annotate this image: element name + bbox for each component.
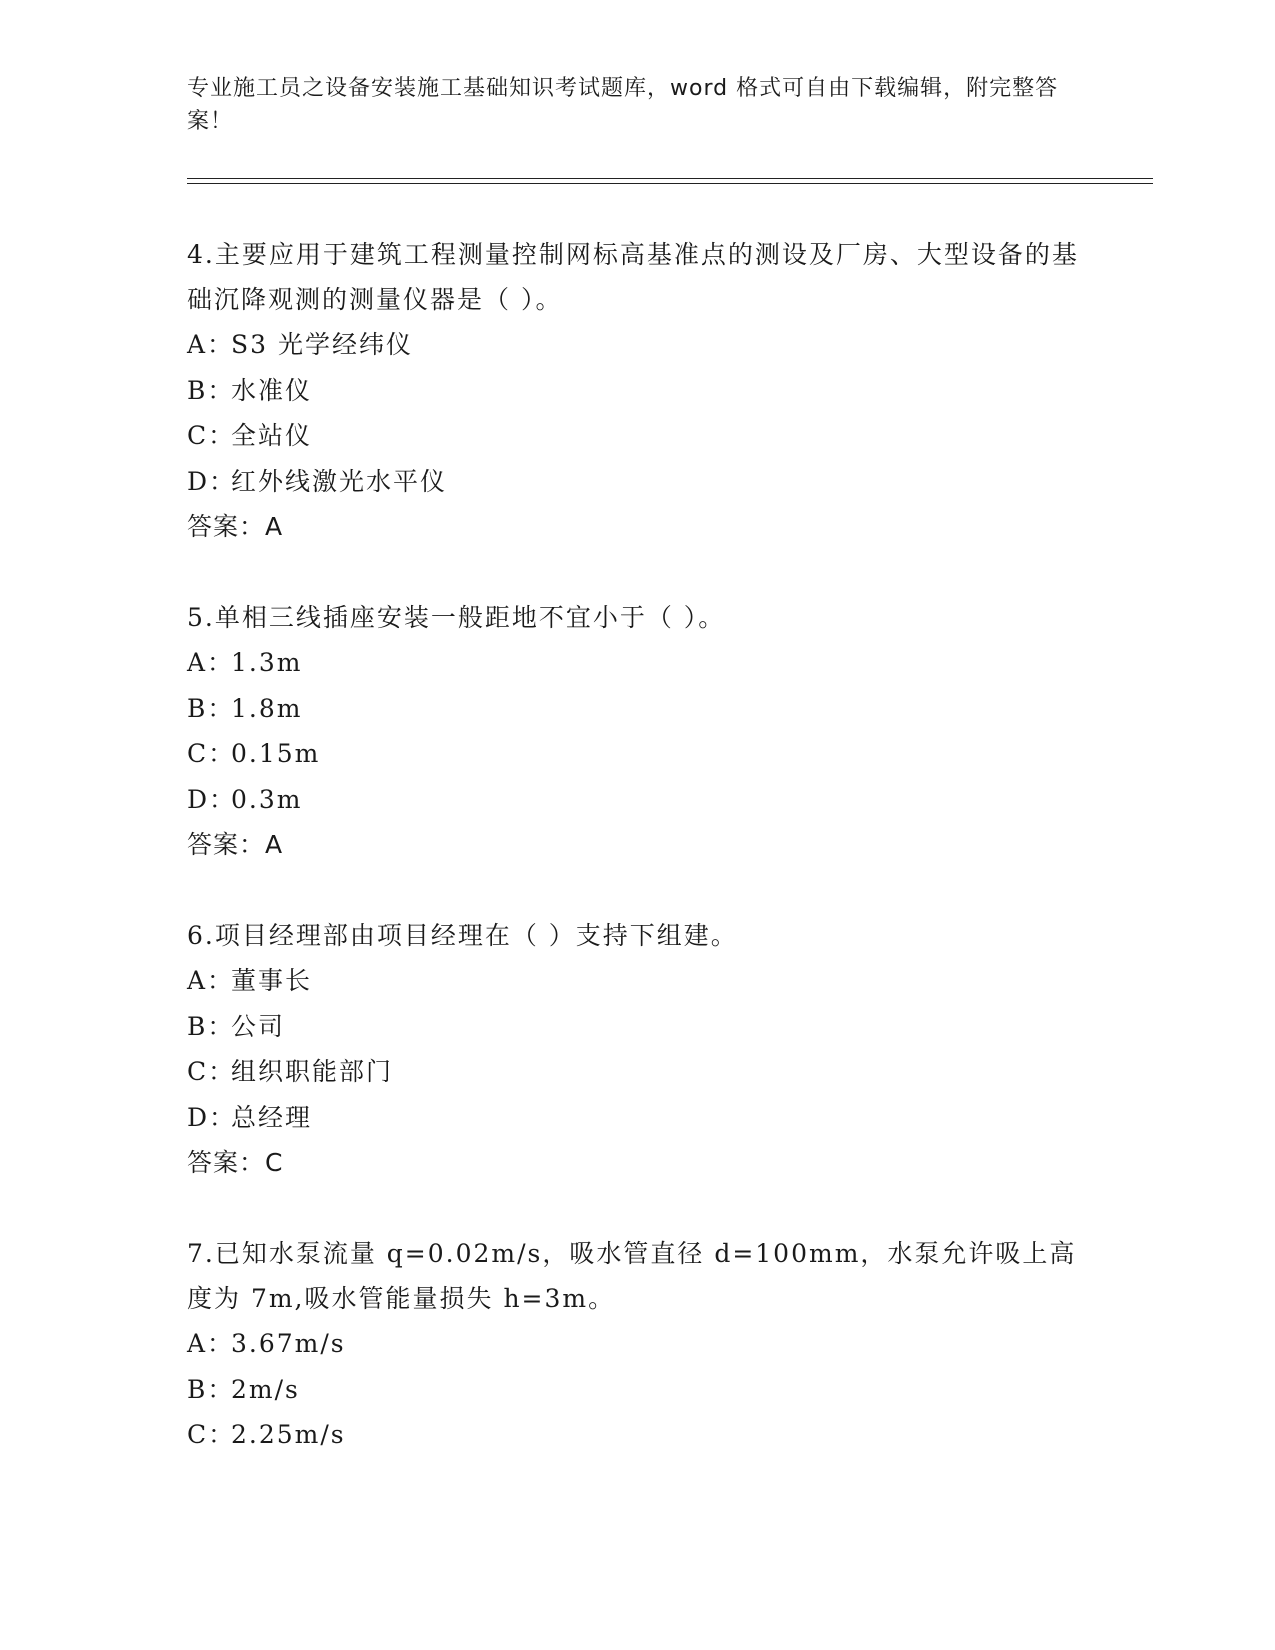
option-text: 2m/s — [231, 1374, 300, 1404]
question-text: 6.项目经理部由项目经理在（ ）支持下组建。 — [187, 921, 738, 950]
option-list — [187, 322, 1087, 504]
question-5 — [187, 595, 1087, 868]
option-list — [187, 958, 1087, 1140]
answer-line: 答案：A — [187, 830, 284, 859]
option-letter: D： — [187, 466, 237, 496]
option-list — [187, 640, 1087, 822]
option-text: 0.15m — [231, 739, 321, 768]
option-letter: C： — [187, 1420, 236, 1449]
option-b — [187, 368, 1087, 414]
option-d — [187, 459, 1087, 505]
option-c — [187, 1412, 1087, 1458]
option-text: 1.3m — [231, 648, 303, 677]
option-list — [187, 1321, 1087, 1458]
option-text: 2.25m/s — [231, 1420, 346, 1449]
option-letter: C： — [187, 1057, 236, 1086]
answer-line: 答案：A — [187, 512, 284, 541]
option-letter: A： — [187, 330, 235, 359]
option-a — [187, 1321, 1087, 1367]
option-b — [187, 1367, 1087, 1413]
option-text: 1.8m — [231, 693, 303, 723]
option-letter: B： — [187, 693, 235, 723]
option-a — [187, 322, 1087, 368]
option-text: 全站仪 — [231, 421, 313, 450]
option-b — [187, 686, 1087, 732]
question-4 — [187, 232, 1087, 550]
option-a — [187, 958, 1087, 1004]
option-letter: C： — [187, 421, 236, 450]
option-text: 水准仪 — [231, 375, 313, 405]
option-letter: C： — [187, 739, 236, 768]
option-c — [187, 413, 1087, 459]
option-letter: D： — [187, 1102, 237, 1132]
option-text: 总经理 — [231, 1102, 313, 1132]
answer-line: 答案：C — [187, 1148, 284, 1177]
question-6 — [187, 913, 1087, 1186]
option-text: 公司 — [231, 1011, 286, 1041]
header-rule-top — [187, 178, 1153, 179]
question-text: 5.单相三线插座安装一般距地不宜小于（ ）。 — [187, 603, 726, 632]
option-a — [187, 640, 1087, 686]
question-text: 4.主要应用于建筑工程测量控制网标高基准点的测设及厂房、大型设备的基础沉降观测的测量仪器是（ ）。 — [187, 240, 1079, 314]
option-letter: A： — [187, 1329, 235, 1358]
option-letter: B： — [187, 375, 235, 405]
option-letter: A： — [187, 648, 235, 677]
option-text: S3 光学经纬仪 — [231, 330, 413, 359]
header-rule-bottom — [187, 183, 1153, 184]
option-text: 红外线激光水平仪 — [231, 466, 448, 496]
option-letter: B： — [187, 1011, 235, 1041]
option-text: 组织职能部门 — [231, 1057, 394, 1086]
question-text: 7.已知水泵流量 q=0.02m/s，吸水管直径 d=100mm，水泵允许吸上高度为 7m,吸水管能量损失 h=3m。 — [187, 1239, 1077, 1313]
document-header: 专业施工员之设备安装施工基础知识考试题库，word 格式可自由下载编辑，附完整答案！ — [187, 76, 1059, 134]
option-d — [187, 777, 1087, 823]
option-c — [187, 1049, 1087, 1095]
option-text: 0.3m — [231, 784, 303, 814]
option-b — [187, 1004, 1087, 1050]
question-list — [187, 232, 1087, 1503]
option-d — [187, 1095, 1087, 1141]
option-text: 3.67m/s — [231, 1329, 346, 1358]
option-text: 董事长 — [231, 966, 313, 995]
option-letter: A： — [187, 966, 235, 995]
question-7 — [187, 1231, 1087, 1458]
option-letter: D： — [187, 784, 237, 814]
option-letter: B： — [187, 1374, 235, 1404]
option-c — [187, 731, 1087, 777]
